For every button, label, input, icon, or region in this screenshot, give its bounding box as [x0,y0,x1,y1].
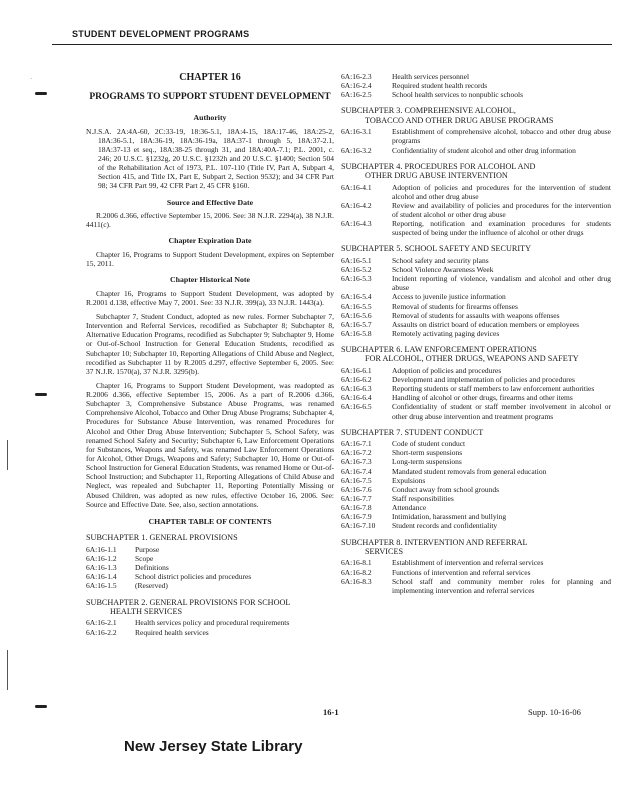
section-number: 6A:16-5.3 [341,274,372,284]
toc-entry [341,302,611,311]
toc-entry [86,581,334,590]
chapter-title: PROGRAMS TO SUPPORT STUDENT DEVELOPMENT [89,92,331,103]
history-paragraph: Subchapter 7, Student Conduct, adopted as new rules. Former Subchapter 7, Intervention and Referral Services, recodified as Subchapter 8; Subchapter 8, Alternative Education Programs, recodified as Subchapter 9; Subchapter 9, Home or Out-of-School Instruction for General Education Students, recodified as Subchapter 10; Subchapter 10, Reporting Allegations of Child Abuse and Neglect, recodified as Subchapter 11 by R.2005 d.297, effective September 6, 2005. See: 37 N.J.R. 1570(a), 37 N.J.R. 3295(b). [86,311,334,376]
toc-entry [341,476,611,485]
toc-list [341,72,611,99]
section-title: Health services personnel [392,72,470,81]
toc-list [341,439,611,530]
scan-edge-line [7,440,8,470]
section-title: Mandated student removals from general education [392,466,547,476]
chapter-number: CHAPTER 16 [179,72,241,83]
scan-dot: · [30,75,33,83]
section-number: 6A:16-1.4 [86,572,117,582]
subchapter-heading: SUBCHAPTER 5. SCHOOL SAFETY AND SECURITY [341,244,532,254]
section-number: 6A:16-2.1 [86,618,117,628]
hole-punch-mark [35,92,47,95]
library-watermark: New Jersey State Library [124,738,303,755]
section-title: Staff responsibilities [392,494,454,504]
expiration-heading: Chapter Expiration Date [168,236,252,246]
subchapter-heading: SUBCHAPTER 7. STUDENT CONDUCT [341,427,484,437]
section-title: Definitions [135,563,169,573]
section-number: 6A:16-4.3 [341,219,372,229]
section-number: 6A:16-6.1 [341,365,372,375]
toc-entry [341,439,611,448]
section-title: Confidentiality of student alcohol and other drug information [392,145,576,155]
section-number: 6A:16-8.1 [341,558,372,568]
section-number: 6A:16-6.5 [341,402,372,412]
section-title: Establishment of comprehensive alcohol, tobacco and other drug abuse programs [392,127,611,146]
section-number: 6A:16-5.4 [341,292,372,302]
running-header [52,29,610,43]
section-title: Conduct away from school grounds [392,484,500,494]
toc-entry [341,329,611,338]
subchapter-heading: SUBCHAPTER 3. COMPREHENSIVE ALCOHOL, TOBACCO AND OTHER DRUG ABUSE PROGRAMS [341,106,554,125]
toc-entry [341,457,611,466]
right-column [341,72,611,595]
toc-entry [86,628,334,637]
toc-list [341,183,611,238]
toc-entry [341,485,611,494]
toc-entry [341,503,611,512]
section-title: Reporting, notification and examination procedures for students suspected of being under the influence of alcohol or other drugs [392,219,611,238]
toc-entry [341,512,611,521]
left-column [86,72,334,637]
section-number: 6A:16-5.1 [341,255,372,265]
header-rule [52,44,612,45]
toc-entry [341,320,611,329]
section-title: Remotely activating paging devices [392,328,500,338]
section-number: 6A:16-2.5 [341,90,372,100]
section-title: Student records and confidentiality [392,521,498,531]
toc-entry [341,183,611,201]
toc-entry [341,311,611,320]
section-title: Code of student conduct [392,439,466,449]
section-number: 6A:16-6.2 [341,375,372,385]
toc-entry [341,256,611,265]
toc-entry [341,521,611,530]
section-title: School safety and security plans [392,255,489,265]
toc-entry [341,81,611,90]
section-title: Reporting students or staff members to law enforcement authorities [392,384,595,394]
section-title: Adoption of policies and procedures for the intervention of student alcohol and other drug abuse [392,182,611,201]
source-text: R.2006 d.366, effective September 15, 2006. See: 38 N.J.R. 2294(a), 38 N.J.R. 4411(c). [86,211,334,230]
section-title: School district policies and procedures [135,572,252,582]
section-title: Adoption of policies and procedures [392,365,502,375]
section-number: 6A:16-3.1 [341,127,372,137]
section-number: 6A:16-7.5 [341,475,372,485]
source-heading: Source and Effective Date [166,197,254,207]
section-number: 6A:16-5.5 [341,301,372,311]
section-title: Required student health records [392,81,488,91]
section-number: 6A:16-4.1 [341,182,372,192]
section-number: 6A:16-4.2 [341,200,372,210]
section-number: 6A:16-5.2 [341,264,372,274]
section-title: Intimidation, harassment and bullying [392,512,507,522]
section-title: Scope [135,553,154,563]
subchapter-heading: SUBCHAPTER 6. LAW ENFORCEMENT OPERATIONS FOR ALCOHOL, OTHER DRUGS, WEAPONS AND SAFETY [341,345,579,364]
history-heading: Chapter Historical Note [170,275,250,285]
section-title: School Violence Awareness Week [392,264,494,274]
section-number: 6A:16-6.4 [341,393,372,403]
section-title: Handling of alcohol or other drugs, firearms and other items [392,393,573,403]
toc-entry [341,274,611,292]
section-title: Functions of intervention and referral services [392,567,531,577]
section-title: Review and availability of policies and procedures for the intervention of student alcohol or other drug abuse [392,200,611,219]
section-title: Incident reporting of violence, vandalism and alcohol and other drug abuse [392,274,611,293]
toc-entry [341,366,611,375]
section-number: 6A:16-3.2 [341,145,372,155]
scan-edge-line [7,650,8,690]
subchapter-heading: SUBCHAPTER 2. GENERAL PROVISIONS FOR SCHOOL HEALTH SERVICES [86,597,291,616]
supplement-date: Supp. 10-16-06 [528,707,581,717]
section-number: 6A:16-2.3 [341,72,372,81]
section-number: 6A:16-5.8 [341,328,372,338]
section-title: Required health services [135,627,209,637]
toc-entry [341,393,611,402]
toc-list [341,558,611,595]
section-number: 6A:16-7.2 [341,448,372,458]
toc-entry [341,558,611,567]
toc-entry [341,146,611,155]
history-paragraph: Chapter 16, Programs to Support Student Development, was readopted as R.2006 d.366, effective September 15, 2006. As a part of R.2006 d.366, Subchapter 3, Comprehensive Substance Abuse Programs, was renamed Comprehensive Alcohol, Tobacco and Other Drug Abuse Programs; Subchapter 4, Procedures for Substance Abuse Intervention, was renamed Procedures for Alcohol and Other Drug Abuse Intervention; Subchapter 5, School Safety, was renamed School Safety and Security; Subchapter 6, Law Enforcement Operations for Substances, Weapons and Safety, was renamed Law Enforcement Operations for Alcohol, Other Drugs, Weapons and Safety; Subchapter 10, Home or Out-of-School Instruction for General Education Students, was renamed Home or Out-of-School Instruction; and Subchapter 11, Reporting Allegations of Child Abuse and Neglect, was repealed and Subchapter 11, Reporting Potentially Missing or Abused Children, was adopted as new rules, effective October 16, 2006. See: Source and Effective Date. See, also, section annotations. [86,380,334,509]
section-number: 6A:16-1.2 [86,553,117,563]
toc-list [86,545,334,591]
section-title: Confidentiality of student or staff member involvement in alcohol or other drug abuse intervention and treatment programs [392,402,611,421]
history-paragraph: Chapter 16, Programs to Support Student Development, was adopted by R.2001 d.138, effective May 7, 2001. See: 33 N.J.R. 399(a), 33 N.J.R. 1443(a). [86,288,334,307]
section-title: Expulsions [392,475,426,485]
section-number: 6A:16-7.6 [341,484,372,494]
toc-entry [341,292,611,301]
section-title: Health services policy and procedural requirements [135,618,290,628]
section-number: 6A:16-5.6 [341,310,372,320]
section-number: 6A:16-7.4 [341,466,372,476]
section-title: School staff and community member roles for planning and implementing intervention and referral services [392,576,611,595]
toc-entry [341,494,611,503]
toc-list [341,366,611,421]
section-title: School health services to nonpublic schools [392,90,524,100]
section-number: 6A:16-7.10 [341,521,376,531]
section-title: Purpose [135,544,160,554]
toc-entry [341,127,611,145]
section-title: Establishment of intervention and referral services [392,558,544,568]
section-title: Access to juvenile justice information [392,292,506,302]
section-title: Attendance [392,503,427,513]
section-number: 6A:16-7.7 [341,494,372,504]
toc-entry [341,467,611,476]
expiration-text: Chapter 16, Programs to Support Student Development, expires on September 15, 2011. [86,249,334,269]
toc-entry [341,384,611,393]
section-number: 6A:16-8.3 [341,576,372,586]
toc-entry [341,90,611,99]
section-title: Removal of students for firearms offenses [392,301,518,311]
authority-text: N.J.S.A. 2A:4A-60, 2C:33-19, 18:36-5.1, 18A:4-15, 18A:17-46, 18A:25-2, 18A:36-5.1, 18A:36-19, 18A:36-19a, 18A:37-1 through 5, 18A:37-2.1, 18A:37-13 et seq., 18A:38-25 through 31, and 18A:40A-7.1; P.L. 2001, c. 246; 20 U.S.C. §1232g, 20 U.S.C. §1232h and 20 U.S.C. §1400; Section 504 of the Rehabilitation Act of 1973, P.L. 107-110 (Title IV, Part A, Subpart 4, Section 415, and Title IX, Part E, Subpart 2, Section 9532); and 34 CFR Part 98; 34 CFR Part 99, 42 CFR Part 2, 45 CFR §160. [86,126,334,191]
section-number: 6A:16-1.1 [86,544,117,554]
section-title: Short-term suspensions [392,448,463,458]
section-number: 6A:16-1.5 [86,581,117,591]
toc-entry [341,577,611,595]
section-title: Removal of students for assaults with weapons offenses [392,310,560,320]
subchapter-heading: SUBCHAPTER 1. GENERAL PROVISIONS [86,533,238,543]
toc-entry [86,554,334,563]
section-number: 6A:16-7.8 [341,503,372,513]
toc-entry [341,265,611,274]
page-number: 16-1 [323,707,339,717]
section-number: 6A:16-8.2 [341,567,372,577]
running-head-title: STUDENT DEVELOPMENT PROGRAMS [72,29,250,39]
section-title: Assaults on district board of education members or employees [392,319,580,329]
section-number: 6A:16-5.7 [341,319,372,329]
toc-entry [86,618,334,627]
section-number: 6A:16-1.3 [86,563,117,573]
section-number: 6A:16-7.1 [341,439,372,449]
section-title: (Reserved) [135,581,168,591]
section-number: 6A:16-6.3 [341,384,372,394]
toc-heading: CHAPTER TABLE OF CONTENTS [148,516,272,526]
subchapter-heading: SUBCHAPTER 8. INTERVENTION AND REFERRAL SERVICES [341,537,528,556]
toc-entry [86,545,334,554]
toc-entry [86,572,334,581]
toc-entry [341,72,611,81]
section-number: 6A:16-7.9 [341,512,372,522]
section-number: 6A:16-7.3 [341,457,372,467]
hole-punch-mark [35,393,47,396]
toc-entry [341,219,611,237]
subchapter-heading: SUBCHAPTER 4. PROCEDURES FOR ALCOHOL AND OTHER DRUG ABUSE INTERVENTION [341,161,536,181]
toc-entry [341,402,611,420]
toc-entry [341,448,611,457]
toc-list [86,618,334,636]
toc-entry [341,568,611,577]
section-title: Long-term suspensions [392,457,462,467]
toc-entry [341,375,611,384]
authority-heading: Authority [193,113,227,123]
toc-list [341,256,611,338]
toc-entry [86,563,334,572]
toc-entry [341,201,611,219]
hole-punch-mark [35,705,47,708]
toc-list [341,127,611,154]
section-title: Development and implementation of policies and procedures [392,375,575,385]
section-number: 6A:16-2.4 [341,81,372,91]
section-number: 6A:16-2.2 [86,627,117,637]
